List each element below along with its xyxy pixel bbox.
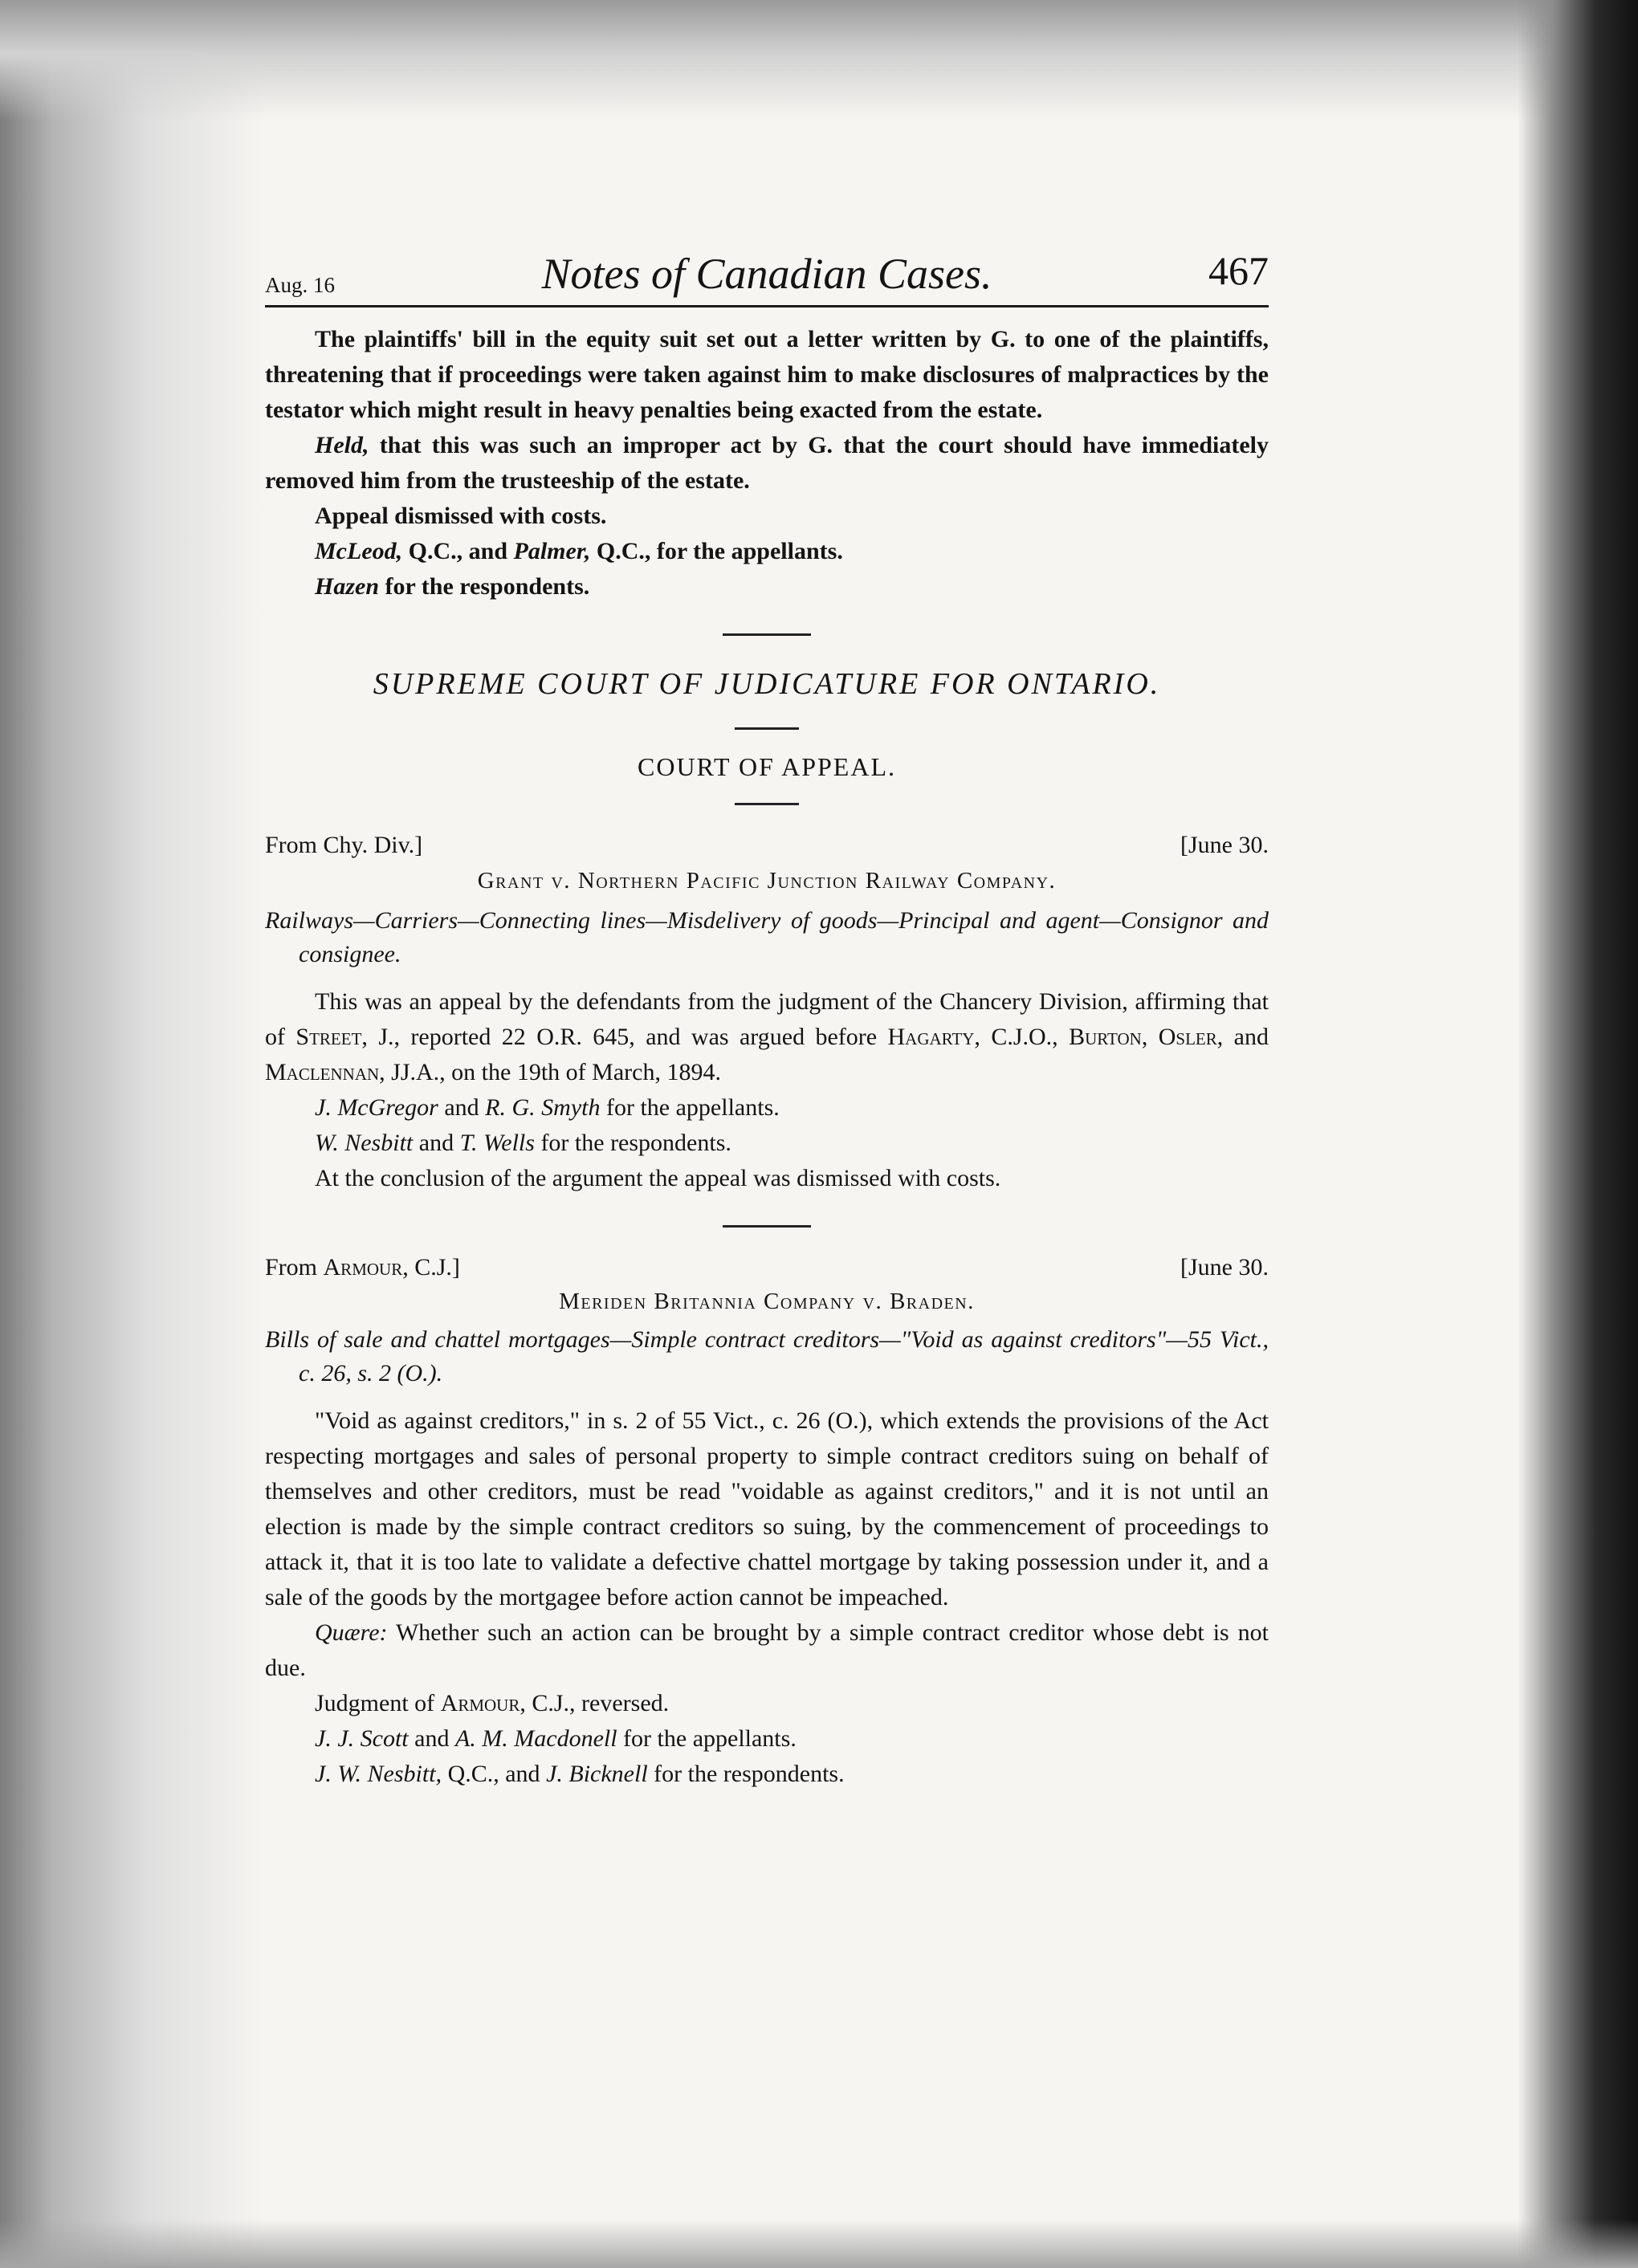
counsel-text: for the respondents.: [647, 1761, 845, 1787]
case-three-counsel-respondents: [265, 1757, 1269, 1792]
judgment-text: , C.J., reversed.: [520, 1690, 670, 1716]
court-subheading: COURT OF APPEAL.: [638, 752, 896, 781]
counsel-name: A. M. Macdonell: [454, 1725, 617, 1752]
origin-text: From: [265, 1254, 324, 1281]
counsel-text: for the respondents.: [379, 573, 590, 600]
case-one-disposition: Appeal dismissed with costs.: [315, 503, 607, 529]
case-three-headnote: Bills of sale and chattel mortgages—Simple contract creditors—"Void as against creditors"—55 Vict., c. 26, s. 2 (O.).: [265, 1326, 1269, 1386]
court-heading: SUPREME COURT OF JUDICATURE FOR ONTARIO.: [373, 667, 1161, 701]
case-two-counsel-respondents: [265, 1126, 1269, 1161]
header-date: Aug. 16: [265, 273, 335, 297]
body-text: ,: [1141, 1024, 1159, 1050]
judge-name: Hagarty: [887, 1024, 975, 1050]
case-three-quaere: [265, 1615, 1269, 1686]
case-two-body: [265, 984, 1269, 1090]
header-title: Notes of Canadian Cases.: [541, 250, 992, 298]
held-label: Held,: [315, 432, 369, 458]
scan-edge-right: [1518, 0, 1638, 2268]
case-three-origin: [265, 1250, 460, 1285]
body-text: , JJ.A., on the 19th of March, 1894.: [379, 1059, 721, 1085]
counsel-text: Q.C., and: [442, 1761, 547, 1787]
case-three-counsel-appellants: [265, 1721, 1269, 1757]
counsel-text: and: [408, 1725, 455, 1752]
case-two-counsel-appellants: [265, 1090, 1269, 1126]
running-header: [265, 241, 1269, 307]
counsel-name: McLeod,: [315, 538, 403, 564]
judge-name: Maclennan: [265, 1059, 380, 1085]
case-one-held: [265, 428, 1269, 499]
counsel-name: W. Nesbitt: [315, 1130, 414, 1156]
scan-edge-top: [0, 0, 1638, 120]
case-one-counsel-respondents: [265, 569, 1269, 605]
case-three-date: [June 30.: [1180, 1254, 1269, 1281]
counsel-text: for the appellants.: [600, 1094, 780, 1121]
case-two-title: Grant v. Northern Pacific Junction Railway Company.: [477, 868, 1057, 894]
case-three-origin-row: [265, 1250, 1269, 1285]
body-text: , and: [1216, 1024, 1269, 1050]
counsel-name: Palmer,: [513, 538, 591, 564]
judge-name: Armour: [440, 1690, 520, 1716]
scan-edge-bottom: [0, 2220, 1638, 2268]
page-content: [265, 241, 1269, 1792]
counsel-text: and: [413, 1130, 460, 1156]
judge-name: Armour: [323, 1254, 403, 1281]
counsel-name: T. Wells: [459, 1130, 535, 1156]
origin-text: , C.J.]: [402, 1254, 460, 1281]
counsel-text: for the respondents.: [534, 1130, 731, 1156]
counsel-text: and: [438, 1094, 486, 1121]
case-one-paragraph: The plaintiffs' bill in the equity suit set out a letter written by G. to one of the plaintiffs, threatening that if proceedings were taken against him to make disclosures of malpractices by the testator which might result in heavy penalties being exacted from the estate.: [265, 326, 1269, 423]
counsel-text: for the appellants.: [617, 1725, 797, 1752]
case-three-title: Meriden Britannia Company v. Braden.: [559, 1289, 975, 1314]
counsel-name: J. W. Nesbitt,: [315, 1761, 442, 1787]
counsel-name: J. McGregor: [315, 1094, 438, 1121]
counsel-name: J. J. Scott: [315, 1725, 409, 1752]
body-text: , C.J.O.,: [974, 1024, 1070, 1050]
case-two-date: [June 30.: [1180, 832, 1269, 858]
page-number: 467: [1208, 248, 1269, 293]
judge-name: Osler: [1158, 1024, 1217, 1050]
counsel-text: Q.C., for the appellants.: [590, 538, 843, 564]
case-two-conclusion: At the conclusion of the argument the appeal was dismissed with costs.: [315, 1165, 1001, 1191]
judge-name: Street: [295, 1024, 362, 1050]
counsel-name: R. G. Smyth: [485, 1094, 601, 1121]
case-two-origin-row: [265, 828, 1269, 863]
judge-name: Burton: [1069, 1024, 1142, 1050]
case-three-judgment: [265, 1686, 1269, 1721]
held-text: that this was such an improper act by G. that the court should have immediately removed him from the trusteeship of the estate.: [265, 432, 1269, 494]
counsel-name: J. Bicknell: [546, 1761, 648, 1787]
judgment-text: Judgment of: [315, 1690, 441, 1716]
body-text: This was an appeal by the defendants from the judgment of the Chancery Division, affirming that of: [265, 988, 1269, 1050]
case-two-headnote: Railways—Carriers—Connecting lines—Misdelivery of goods—Principal and agent—Consignor and consignee.: [265, 907, 1269, 967]
case-one-counsel-appellants: [265, 534, 1269, 569]
case-two-origin: From Chy. Div.]: [265, 832, 423, 858]
counsel-text: Q.C., and: [402, 538, 514, 564]
quaere-text: Whether such an action can be brought by a simple contract creditor whose debt is not due.: [265, 1619, 1269, 1681]
case-three-body: "Void as against creditors," in s. 2 of 55 Vict., c. 26 (O.), which extends the provisions of the Act respecting mortgages and sales of personal property to simple contract creditors suing on behalf of themselves and other creditors, must be read "voidable as against creditors," and it is not until an election is made by the simple contract creditors so suing, by the commencement of proceedings to attack it, that it is too late to validate a defective chattel mortgage by taking possession under it, and a sale of the goods by the mortgagee before action cannot be impeached.: [265, 1407, 1269, 1610]
scan-edge-left: [0, 0, 265, 2268]
body-text: , J., reported 22 O.R. 645, and was argued before: [361, 1024, 888, 1050]
quaere-label: Quære:: [315, 1619, 388, 1646]
counsel-name: Hazen: [315, 573, 380, 600]
